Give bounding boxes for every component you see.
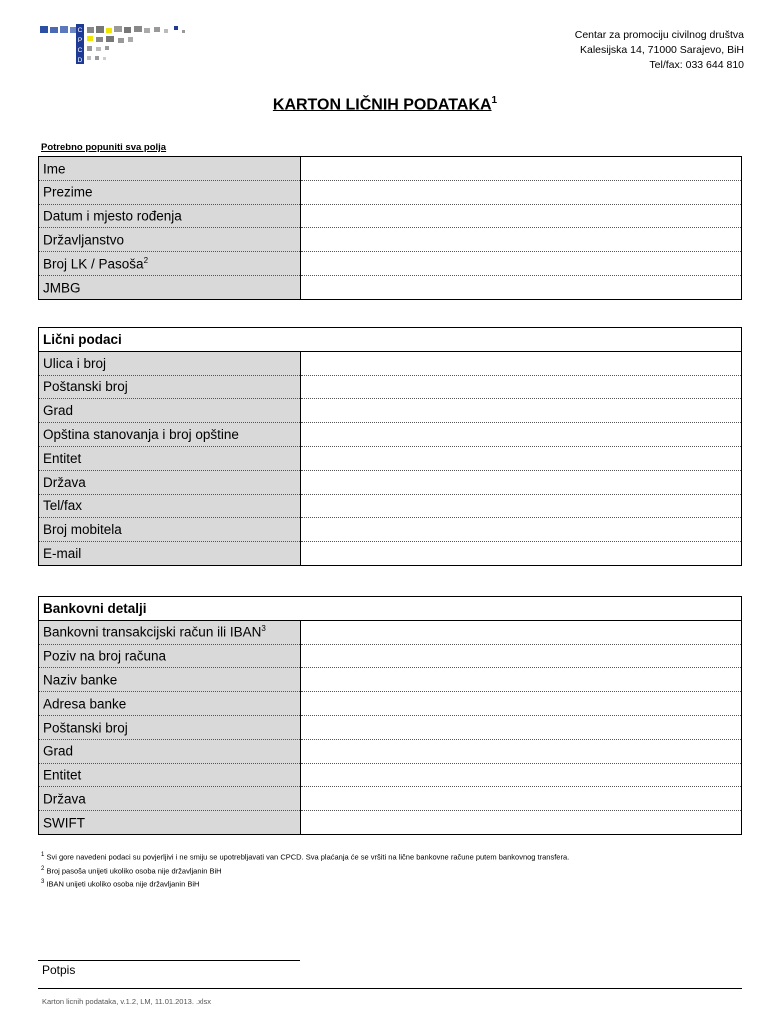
form-row [39,739,742,763]
street-field[interactable] [301,351,742,375]
postal-code-field[interactable] [301,375,742,399]
last-name-field[interactable] [301,180,742,204]
title-footnote-ref: 1 [491,95,498,106]
svg-text:D: D [77,57,83,64]
form-row [39,668,742,692]
entity-field[interactable] [301,446,742,470]
country-field[interactable] [301,470,742,494]
bank-postal-code-field[interactable] [301,715,742,739]
row-label: Naziv banke [39,668,301,692]
cpcd-logo [40,24,190,66]
row-label: Broj LK / Pasoša$^2$ [39,252,301,276]
form-row [39,715,742,739]
row-label: Država [39,470,301,494]
page-title [0,95,770,114]
form-row [39,763,742,787]
svg-text:C: C [77,47,83,54]
form-row [39,351,742,375]
birth-date-place-field[interactable] [301,204,742,228]
personal-data-table [38,327,742,566]
org-phone: Tel/fax: 033 644 810 [649,59,744,71]
bank-entity-field[interactable] [301,763,742,787]
footnote: $^2$ Broj pasoša unijeti ukoliko osoba nije državljanin BiH [41,866,222,876]
bank-address-field[interactable] [301,692,742,716]
row-label: Ime [39,157,301,181]
svg-text:C: C [77,27,83,34]
org-street: Kalesijska 14, 71000 Sarajevo, BiH [579,44,744,56]
row-label: Ulica i broj [39,351,301,375]
footnote: $^3$ IBAN unijeti ukoliko osoba nije državljanin BiH [41,879,200,889]
svg-text:P: P [77,37,83,44]
bank-country-field[interactable] [301,787,742,811]
first-name-field[interactable] [301,157,742,181]
form-row [39,375,742,399]
iban-field[interactable] [301,620,742,644]
form-row [39,180,742,204]
form-row [39,542,742,566]
row-label: Bankovni transakcijski račun ili IBAN$^3$ [39,620,301,644]
form-row [39,494,742,518]
organization-address [575,28,744,73]
row-label: Poštanski broj [39,715,301,739]
row-label: Datum i mjesto rođenja [39,204,301,228]
file-name-footer: Karton licnih podataka, v.1.2, LM, 11.01.2013. .xlsx [42,997,211,1006]
form-row [39,399,742,423]
row-label: Država [39,787,301,811]
bank-details-table [38,596,742,835]
title-text: KARTON LIČNIH PODATAKA [272,96,492,114]
form-row [39,275,742,299]
jmbg-field[interactable] [301,275,742,299]
row-label: SWIFT [39,811,301,835]
id-passport-number-field[interactable] [301,252,742,276]
row-label: JMBG [39,275,301,299]
form-row [39,518,742,542]
row-label: Broj mobitela [39,518,301,542]
form-row [39,692,742,716]
payment-reference-field[interactable] [301,644,742,668]
section-heading: Lični podaci [39,328,742,352]
row-label: Adresa banke [39,692,301,716]
row-label: Entitet [39,763,301,787]
required-fields-note: Potrebno popuniti sva polja [41,142,167,153]
bank-name-field[interactable] [301,668,742,692]
section-heading-row [39,597,742,621]
form-row [39,228,742,252]
citizenship-field[interactable] [301,228,742,252]
signature-line[interactable] [38,960,300,961]
section-heading-row [39,328,742,352]
form-row [39,620,742,644]
row-label: Poštanski broj [39,375,301,399]
form-row [39,787,742,811]
row-label: E-mail [39,542,301,566]
form-row [39,446,742,470]
form-row [39,644,742,668]
form-row [39,157,742,181]
email-field[interactable] [301,542,742,566]
basic-info-table [38,156,742,300]
row-label: Opština stanovanja i broj opštine [39,423,301,447]
bank-city-field[interactable] [301,739,742,763]
signature-label: Potpis [42,963,76,977]
row-label: Grad [39,399,301,423]
row-label: Poziv na broj računa [39,644,301,668]
row-label: Tel/fax [39,494,301,518]
logo-squares [40,24,185,64]
form-row [39,811,742,835]
footer-divider [38,988,742,989]
form-row [39,204,742,228]
org-name: Centar za promociju civilnog društva [574,29,744,41]
row-label: Prezime [39,180,301,204]
row-label: Grad [39,739,301,763]
footnote: $^1$ Svi gore navedeni podaci su povjerljivi i ne smiju se upotrebljavati van CPCD. Sva plaćanja će se vršiti na lične bankovne račune putem bankovnog transfera. [41,852,570,862]
row-label: Državljanstvo [39,228,301,252]
form-row [39,423,742,447]
city-field[interactable] [301,399,742,423]
section-heading: Bankovni detalji [39,597,742,621]
row-label: Entitet [39,446,301,470]
mobile-field[interactable] [301,518,742,542]
swift-field[interactable] [301,811,742,835]
tel-fax-field[interactable] [301,494,742,518]
form-row [39,252,742,276]
form-row [39,470,742,494]
municipality-field[interactable] [301,423,742,447]
